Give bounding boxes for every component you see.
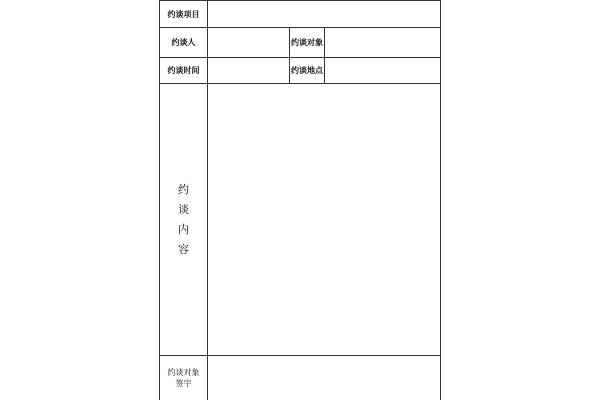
target-label: 约谈对象 bbox=[291, 38, 323, 47]
person-label-cell bbox=[160, 28, 208, 58]
sign-label-line2: 签字 bbox=[175, 379, 192, 388]
project-label: 约谈项目 bbox=[167, 9, 200, 19]
target-label-cell bbox=[290, 28, 325, 58]
content-label-char-2: 谈 bbox=[178, 202, 189, 216]
time-label: 约谈时间 bbox=[167, 66, 200, 75]
content-value-cell[interactable] bbox=[208, 84, 440, 356]
time-label-cell bbox=[160, 58, 208, 84]
sign-label-line1: 约谈对象 bbox=[167, 368, 200, 377]
sign-label-cell bbox=[160, 356, 208, 400]
project-value-cell[interactable] bbox=[208, 1, 440, 28]
place-label: 约谈地点 bbox=[291, 66, 323, 75]
project-label-cell bbox=[160, 1, 208, 28]
content-label-cell bbox=[160, 84, 208, 356]
place-label-cell bbox=[290, 58, 325, 84]
content-label-char-3: 内 bbox=[178, 222, 189, 236]
content-label-char-4: 容 bbox=[178, 242, 189, 256]
target-value-cell[interactable] bbox=[325, 28, 440, 58]
person-label: 约谈人 bbox=[171, 38, 196, 47]
place-value-cell[interactable] bbox=[325, 58, 440, 84]
sign-value-cell[interactable] bbox=[208, 356, 440, 400]
person-value-cell[interactable] bbox=[208, 28, 290, 58]
content-label-char-1: 约 bbox=[178, 182, 189, 196]
time-value-cell[interactable] bbox=[208, 58, 290, 84]
interview-form bbox=[159, 0, 441, 400]
